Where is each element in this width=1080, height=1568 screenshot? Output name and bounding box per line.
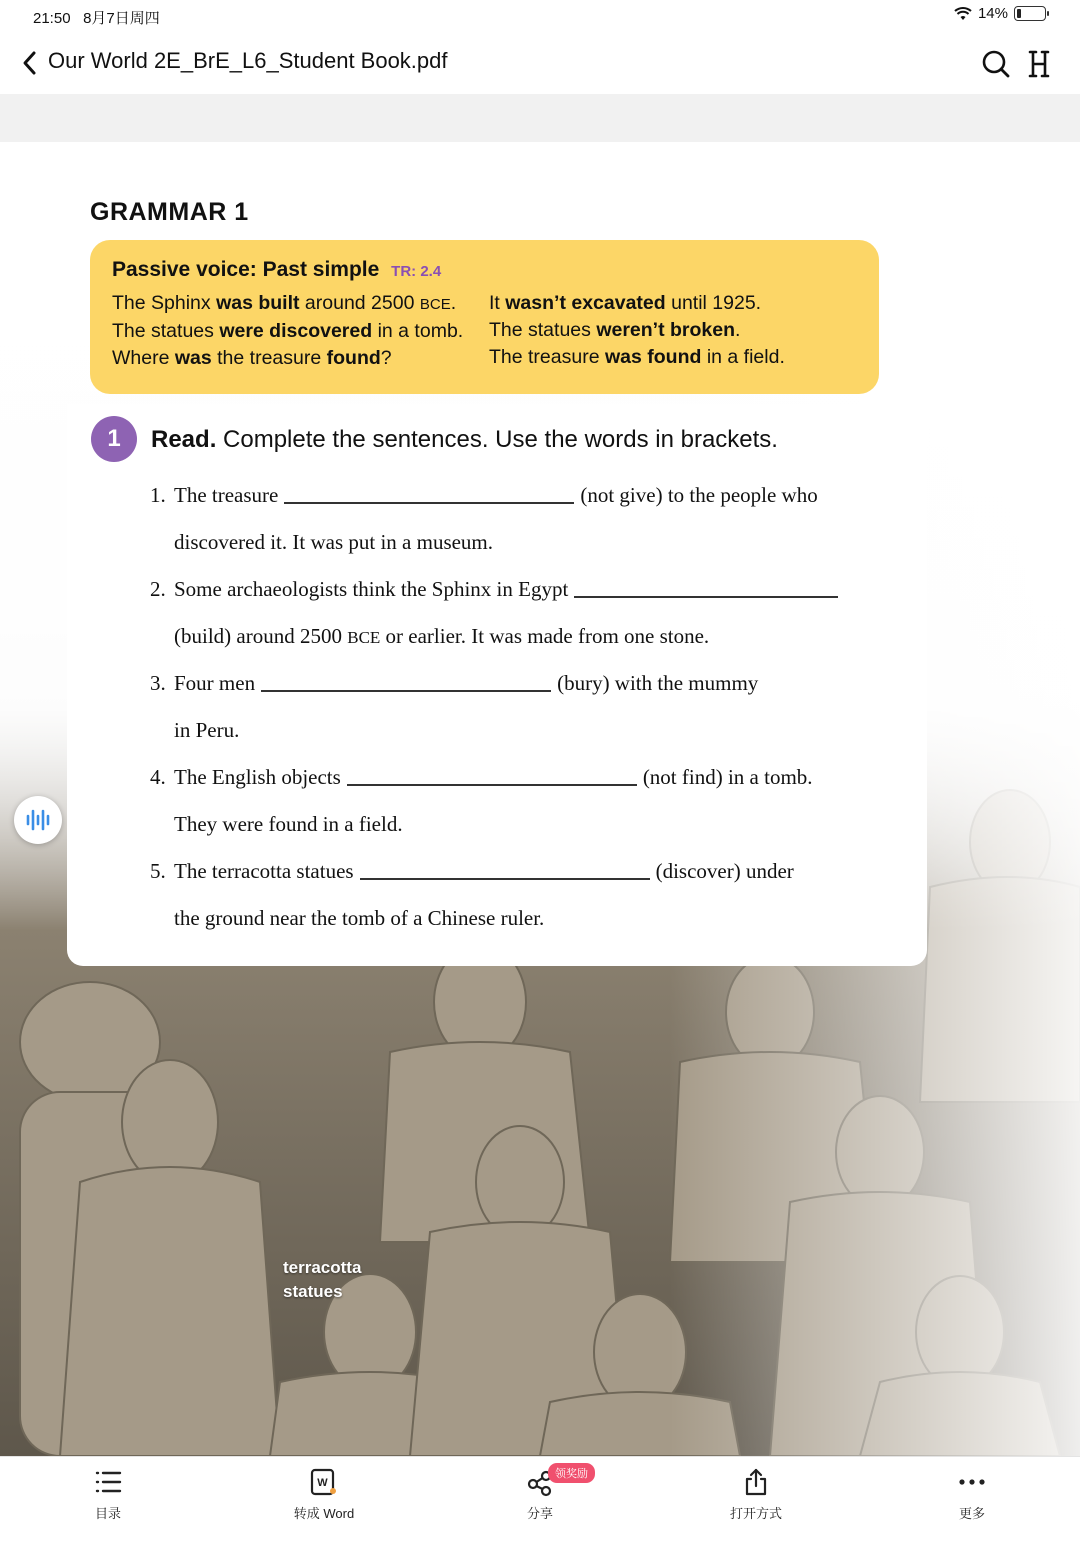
answer-blank[interactable]: [347, 784, 637, 786]
grammar-example: The treasure was found in a field.: [489, 346, 785, 368]
sentence-line: 3. Four men (bury) with the mummy: [150, 671, 759, 695]
battery-icon: [1014, 6, 1046, 21]
instruction-text: Complete the sentences. Use the words in brackets.: [216, 426, 778, 453]
sentence-line: 2. Some archaeologists think the Sphinx in Egypt: [150, 566, 900, 613]
toolbar-open-with[interactable]: [696, 1467, 816, 1522]
toolbar-label: 更多: [958, 1506, 985, 1521]
toolbar-convert-word[interactable]: [264, 1467, 384, 1522]
toolbar-contents[interactable]: [48, 1467, 168, 1522]
toolbar-more[interactable]: [912, 1467, 1032, 1522]
toolbar-label: 目录: [94, 1506, 121, 1521]
grammar-box-title: [112, 258, 857, 282]
caption-line: statues: [283, 1282, 343, 1301]
grammar-example: The statues were discovered in a tomb.: [112, 320, 464, 342]
wifi-icon: [954, 7, 972, 21]
instruction-lead: Read.: [151, 426, 217, 453]
pdf-viewer[interactable]: [0, 94, 1080, 1456]
toolbar-label: 打开方式: [729, 1506, 782, 1521]
sentence-line: 1. The treasure (not give) to the people who: [150, 483, 818, 507]
grammar-box: [90, 240, 879, 394]
document-title: Our World 2E_BrE_L6_Student Book.pdf: [48, 48, 448, 73]
grammar-examples-right: [489, 290, 785, 372]
sentence-continuation: in Peru.: [174, 718, 240, 742]
reward-badge[interactable]: 领奖励: [548, 1463, 595, 1483]
status-bar: [0, 0, 1080, 32]
exercise-sentences: [150, 472, 900, 942]
exercise-number: 1: [91, 416, 137, 462]
exercise-card: [67, 404, 927, 966]
more-icon: [957, 1467, 987, 1497]
title-bar: [0, 32, 1080, 94]
svg-text:W: W: [317, 1477, 328, 1489]
answer-blank[interactable]: [360, 878, 650, 880]
sentence-continuation: the ground near the tomb of a Chinese ruler.: [174, 906, 545, 930]
search-icon[interactable]: [980, 48, 1012, 80]
word-convert-icon: [309, 1467, 339, 1497]
pdf-page: [0, 142, 1080, 1456]
battery-percent: 14%: [977, 5, 1008, 22]
grammar-example: The Sphinx was built around 2500 BCE.: [112, 292, 457, 314]
clock: 21:50: [33, 10, 71, 27]
back-icon[interactable]: [18, 48, 44, 78]
sentence-line: 4. The English objects (not find) in a tomb.: [150, 765, 813, 789]
audio-track-label: TR: 2.4: [391, 263, 442, 280]
grammar-example: The statues weren’t broken.: [489, 319, 741, 341]
grammar-examples-left: [112, 290, 489, 372]
answer-blank[interactable]: [574, 596, 838, 598]
grammar-example: Where was the treasure found?: [112, 347, 392, 369]
status-right: [954, 5, 1046, 22]
date: 8月7日周四: [83, 10, 160, 27]
sentence-line: 5. The terracotta statues (discover) under: [150, 859, 794, 883]
open-with-icon: [741, 1467, 771, 1497]
grammar-topic: Passive voice: Past simple: [112, 258, 380, 281]
list-icon: [93, 1467, 123, 1497]
exercise-instruction: [151, 426, 778, 454]
toolbar-label: 分享: [526, 1506, 553, 1521]
audio-wave-icon: [14, 796, 62, 844]
text-select-icon[interactable]: [1024, 48, 1054, 80]
grammar-heading: GRAMMAR 1: [90, 198, 249, 226]
caption-line: terracotta: [283, 1258, 362, 1277]
audio-button[interactable]: [14, 796, 62, 844]
toolbar-label: 转成 Word: [293, 1506, 355, 1521]
answer-blank[interactable]: [284, 502, 574, 504]
sentence-continuation: discovered it. It was put in a museum.: [174, 530, 494, 554]
status-time: [33, 7, 160, 28]
photo-caption: [283, 1256, 361, 1304]
sentence-continuation: They were found in a field.: [174, 812, 403, 836]
bottom-toolbar: [0, 1456, 1080, 1568]
grammar-example: It wasn’t excavated until 1925.: [489, 292, 762, 314]
answer-blank[interactable]: [261, 690, 551, 692]
sentence-continuation: (build) around 2500 BCE or earlier. It was made from one stone.: [174, 624, 710, 648]
